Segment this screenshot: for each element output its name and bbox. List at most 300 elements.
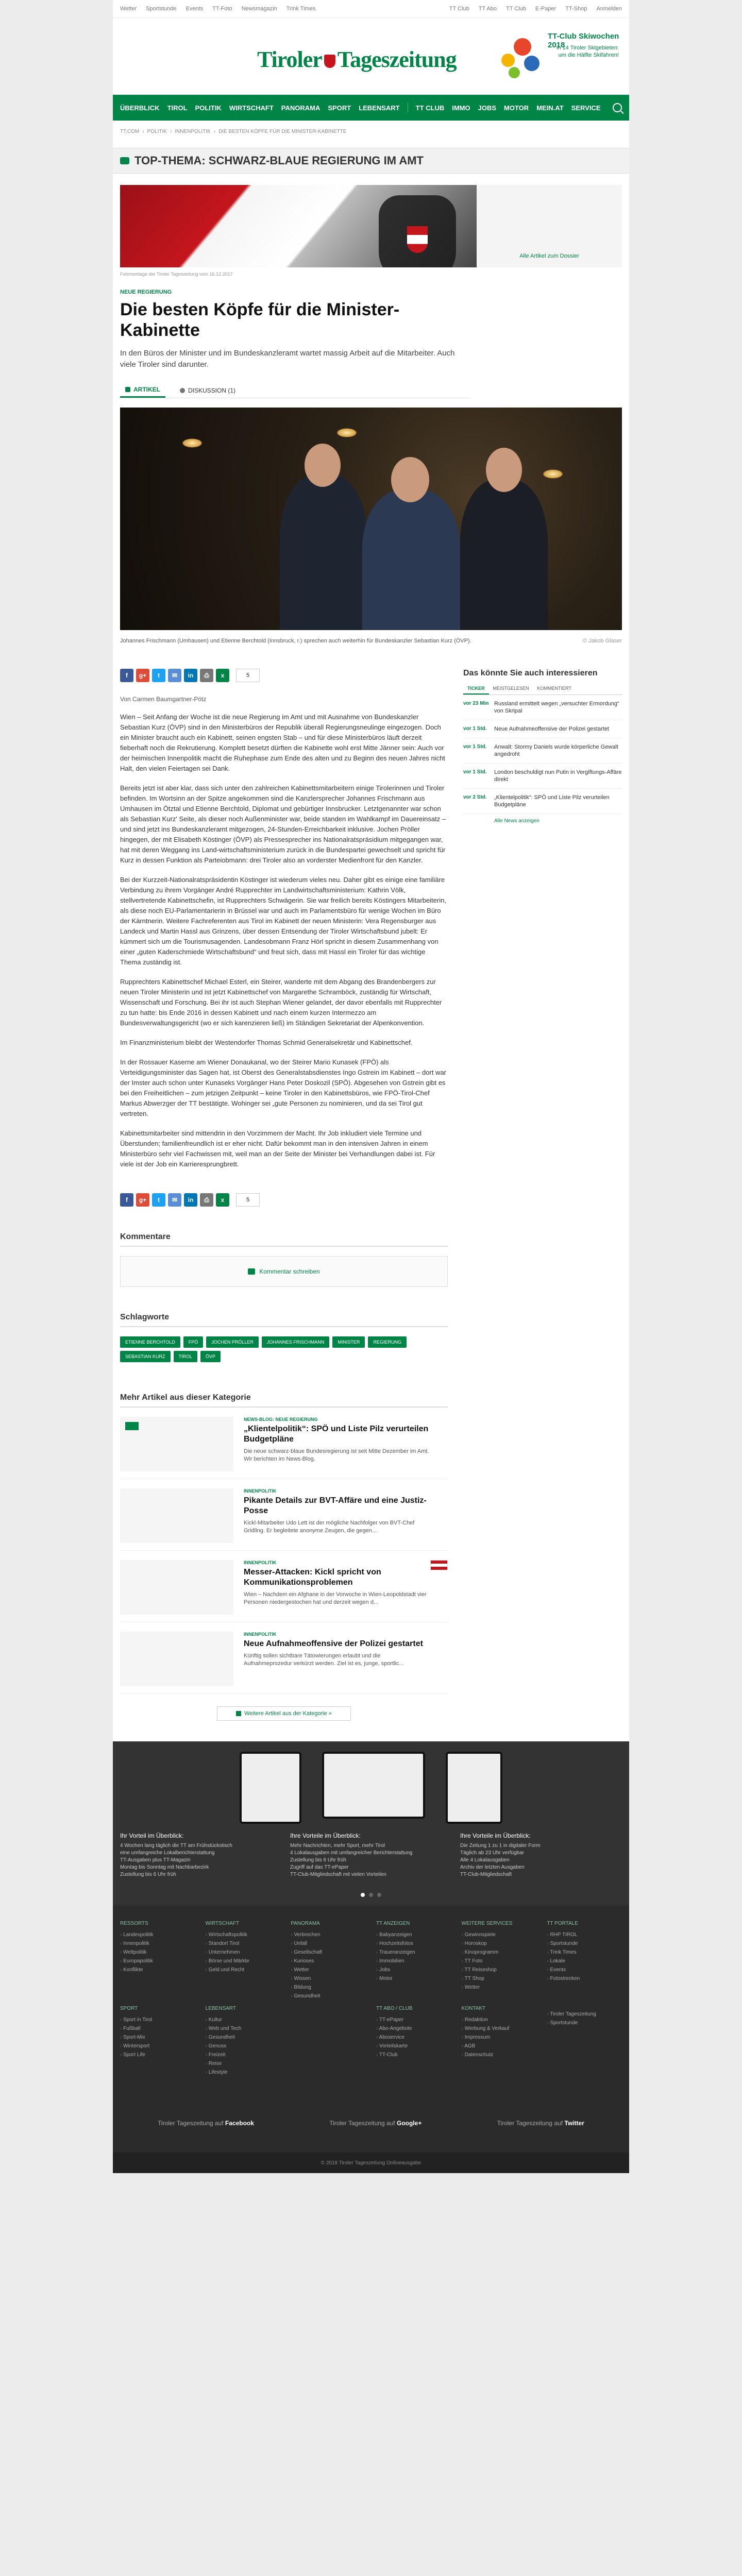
sitemap-link[interactable]: › Kultur: [206, 2015, 281, 2024]
promo-column: [120, 1832, 275, 1878]
promo-column-title: Ihr Vorteil im Überblick:: [120, 1832, 184, 1839]
social-links: [120, 2120, 622, 2127]
sitemap-heading[interactable]: TT ABO / CLUB: [376, 2006, 413, 2011]
teaser-title[interactable]: Pikante Details zur BVT-Affäre und eine Justiz-Posse: [244, 1496, 427, 1515]
ticker-item[interactable]: [463, 764, 622, 789]
device-mockups: [113, 1752, 629, 1824]
promo-column-title: Ihre Vorteile im Überblick:: [290, 1832, 361, 1839]
sitemap-link[interactable]: › Standort Tirol: [206, 1939, 281, 1948]
promo-text: in 14 Tiroler Skigebieten: um die Hälfte Skifahren!: [556, 45, 619, 58]
article-thumbnail: [120, 1417, 233, 1471]
dossier-link-box[interactable]: [477, 185, 622, 267]
ticker-time: vor 1 Std.: [463, 744, 487, 750]
nav-item-wirtschaft[interactable]: WIRTSCHAFT: [229, 104, 274, 112]
xing-share-icon[interactable]: x: [216, 669, 229, 682]
share-bar-bottom: [120, 1193, 448, 1207]
promo-benefit: 4 Wochen lang täglich die TT am Frühstückstisch: [120, 1843, 232, 1849]
footer-sitemap: [113, 1905, 629, 2153]
main-navigation: [113, 95, 629, 121]
teaser-kicker: INNENPOLITIK: [244, 1488, 277, 1494]
sitemap-column: [547, 1921, 622, 2001]
ticker-time: vor 1 Std.: [463, 726, 487, 732]
sitemap-link[interactable]: › AGB: [462, 2042, 537, 2050]
linkedin-share-icon[interactable]: in: [184, 1193, 197, 1207]
sitemap-column: [291, 2006, 366, 2077]
email-share-icon[interactable]: ✉: [168, 669, 181, 682]
utility-right-link[interactable]: E-Paper: [535, 5, 556, 12]
sitemap-link[interactable]: › Freizeit: [206, 2050, 281, 2059]
header: [113, 18, 629, 95]
article-paragraph: Im Finanzministerium bleibt der Westendorfer Thomas Schmid Generalsekretär und Kabinettschef.: [120, 1039, 413, 1046]
promo-benefit: eine umfangreiche Lokalberichterstattung: [120, 1850, 215, 1856]
print-icon[interactable]: ⎙: [200, 669, 213, 682]
teaser-title[interactable]: Messer-Attacken: Kickl spricht von Kommunikationsproblemen: [244, 1568, 381, 1587]
sitemap-column: [462, 1921, 537, 2001]
copyright: © 2018 Tiroler Tageszeitung Onlineausgabe: [113, 2153, 629, 2173]
nav-item-meinat[interactable]: MEIN.AT: [536, 104, 564, 112]
tab-discussion-label: DISKUSSION (1): [188, 386, 236, 394]
sitemap-link[interactable]: › Sport in Tirol: [120, 2015, 195, 2024]
austria-flag-icon: [430, 1560, 448, 1570]
hero-image: [120, 185, 477, 267]
ticker-item[interactable]: [463, 738, 622, 764]
article-title: Die besten Köpfe für die Minister-Kabinette: [120, 300, 400, 340]
tag-chip[interactable]: JOCHEN PRÖLLER: [206, 1336, 259, 1348]
tag-chip[interactable]: SEBASTIAN KURZ: [120, 1351, 171, 1362]
sitemap-link[interactable]: › Wetter: [462, 1983, 537, 1992]
more-articles-button[interactable]: [217, 1706, 351, 1721]
sitemap-heading[interactable]: WEITERE SERVICES: [461, 1921, 513, 1926]
sidebar-tab-kommentiert[interactable]: KOMMENTIERT: [537, 686, 571, 691]
more-articles-title: Mehr Artikel aus dieser Kategorie: [120, 1393, 448, 1408]
share-count: 5: [236, 1193, 260, 1207]
article-paragraph: Kabinettsmitarbeiter sind mittendrin in den Vorzimmern der Macht. Ihr Job inkludiert viele Termine und Überstunden; familienfreundlich ist er eher nicht. Dafür bekommt man in den intensiven Jahren in einem Ministerbüro sehr viel Fachwissen mit, weil man an der Seite der Minister bei Verhandlungen dabei ist. Für viele ist der Job ein Karrieresprungbrett.: [120, 1129, 435, 1168]
promo-title: TT-Club Skiwochen 2018: [548, 32, 619, 49]
sitemap-link[interactable]: › Sportstunde: [547, 1939, 622, 1948]
promo-benefit: Die Zeitung 1 zu 1 in digitaler Form: [460, 1843, 541, 1849]
hero-credit: Fotomontage der Tiroler Tageszeitung vom 16.12.2017: [120, 272, 233, 277]
tag-chip[interactable]: TIROL: [174, 1351, 198, 1362]
sitemap-link[interactable]: › TT-ePaper: [376, 2015, 451, 2024]
tab-discussion[interactable]: [175, 383, 241, 398]
nav-item-ttclub[interactable]: TT CLUB: [415, 104, 445, 112]
sitemap-heading[interactable]: RESSORTS: [120, 1921, 148, 1926]
promo-benefit: Zustellung bis 6 Uhr früh: [290, 1857, 346, 1863]
sitemap-link[interactable]: › Events: [547, 1965, 622, 1974]
share-bar: [120, 669, 448, 682]
teaser-title[interactable]: Neue Aufnahmeoffensive der Polizei gestartet: [244, 1639, 423, 1648]
social-prefix: Tiroler Tageszeitung auf: [158, 2120, 224, 2127]
nav-item-service[interactable]: SERVICE: [571, 104, 601, 112]
social-network: Google+: [396, 2120, 422, 2127]
sitemap-link[interactable]: › Werbung & Verkauf: [462, 2024, 537, 2033]
tab-article-label: ARTIKEL: [133, 386, 160, 393]
nav-item-jobs[interactable]: JOBS: [478, 104, 497, 112]
utility-right-link[interactable]: TT Club: [449, 5, 469, 12]
sitemap-column: [120, 1921, 195, 2001]
article-paragraphs: [120, 712, 448, 1170]
sitemap-link[interactable]: › Sport Life: [120, 2050, 195, 2059]
sitemap-link[interactable]: › Tiroler Tageszeitung: [547, 2010, 622, 2019]
breadcrumb-item[interactable]: TT.COM: [120, 129, 140, 134]
tag-chip[interactable]: ETIENNE BERCHTOLD: [120, 1336, 180, 1348]
sitemap-link[interactable]: › Impressum: [462, 2033, 537, 2042]
sitemap-link[interactable]: › Verbrechen: [291, 1930, 366, 1939]
sitemap-link[interactable]: › Gesundheit: [206, 2033, 281, 2042]
sitemap-link[interactable]: › Web und Tech: [206, 2024, 281, 2033]
teaser-text: Die neue schwarz-blaue Bundesregierung ist seit Mitte Dezember im Amt. Wir berichten im News-Blog.: [244, 1448, 429, 1462]
sitemap-column: [206, 2006, 281, 2077]
teaser-kicker: INNENPOLITIK: [244, 1632, 277, 1637]
social-link-twitter[interactable]: [497, 2120, 584, 2127]
sitemap-grid: [120, 1921, 622, 2077]
breadcrumb-item[interactable]: INNENPOLITIK: [175, 129, 211, 134]
breadcrumb-item[interactable]: POLITIK: [147, 129, 167, 134]
search-icon[interactable]: [613, 103, 622, 112]
sitemap-heading[interactable]: TT PORTALE: [547, 1921, 578, 1926]
article-thumbnail: [120, 1488, 233, 1543]
social-network: Twitter: [564, 2120, 584, 2127]
page: [113, 0, 629, 2173]
ticker-item[interactable]: [463, 695, 622, 720]
carousel-dots: [113, 1893, 629, 1897]
sitemap-link[interactable]: › Babyanzeigen: [376, 1930, 451, 1939]
sitemap-link[interactable]: › Trink Times: [547, 1948, 622, 1957]
person-head: [486, 448, 522, 492]
promo-benefit: Täglich ab 23 Uhr verfügbar: [460, 1850, 524, 1856]
teaser-kicker: INNENPOLITIK: [244, 1560, 277, 1565]
sitemap-heading[interactable]: SPORT: [120, 2006, 138, 2011]
nav-item-lebensart[interactable]: LEBENSART: [359, 104, 400, 112]
promo-benefit: TT-Ausgaben plus TT-Magazin: [120, 1857, 191, 1863]
promo-benefit: TT-Club-Mitgliedschaft mit vielen Vorteilen: [290, 1872, 386, 1877]
more-articles-link: Weitere Artikel aus der Kategorie »: [244, 1710, 332, 1717]
utility-link[interactable]: Events: [185, 5, 204, 12]
promo-benefit: Mehr Nachrichten, mehr Sport, mehr Tirol: [290, 1843, 385, 1849]
ticker-time: vor 2 Std.: [463, 794, 487, 800]
teaser-text: Künftig sollen sichtbare Tätowierungen erlaubt und die Aufnahmeprozedur verkürzt werden. Ziel ist es, junge, sportlic...: [244, 1653, 404, 1667]
nav-item-politik[interactable]: POLITIK: [195, 104, 222, 112]
promo-benefit: Montag bis Sonntag mit Nachbarbezirk: [120, 1865, 209, 1870]
promo-benefit: Alle 4 Lokalausgaben: [460, 1857, 510, 1863]
tablet-mockup: [446, 1752, 502, 1824]
sitemap-link[interactable]: › TT Foto: [462, 1957, 537, 1965]
sitemap-column: [376, 1921, 451, 2001]
utility-right-link[interactable]: TT-Shop: [565, 5, 587, 12]
ticker-text: Russland ermittelt wegen „versuchter Ermordung“ von Skripal: [494, 701, 619, 714]
sitemap-link[interactable]: › RHP TIROL: [547, 1930, 622, 1939]
facebook-share-icon[interactable]: f: [120, 669, 133, 682]
article-paragraph: Bei der Kurzzeit-Nationalratspräsidentin Köstinger ist wiederum vieles neu. Daher gibt es einige eine familiäre Verbindung zu ihrem Vorgänger André Rupprechter im Landwirtschaftsministerium: Kathrin Völk, stellvertretende Kabinettschefin, ist Rupprechters Schwägerin. Sie war freilich bereits Köstingers Mitarbeiterin, als diese noch EU-Parlamentarierin in Brüssel war und auch im Parlamentsbüro für wenige Wochen im Büro der Kärntnerin. Weitere Fachreferenten aus Tirol im Kabinett der neuen Ministerin: Vera Regensburger aus Landeck und Martin Hassl aus Grinzens, über dessen Entsendung der Tiroler Wirtschaftsbund jubelt: Er kümmert sich um die Tourismusagenden. Landesobmann Franz Hörl spricht in diesem Zusammenhang von einer „guten Kaderschmiede Wirtschaftsbund“ und freut sich, dass mit Hassl ein Tiroler für das wichtige Thema zuständig ist.: [120, 876, 446, 966]
xing-share-icon[interactable]: x: [216, 1193, 229, 1207]
article-teaser: [244, 1417, 448, 1471]
utility-right-link[interactable]: TT Abo: [478, 5, 497, 12]
list-item[interactable]: [120, 1560, 448, 1622]
sitemap-link[interactable]: › Gewinnspiele: [462, 1930, 537, 1939]
sitemap-link[interactable]: › Unternehmen: [206, 1948, 281, 1957]
nav-item-tirol[interactable]: TIROL: [167, 104, 188, 112]
sitemap-link[interactable]: › Kinoprogramm: [462, 1948, 537, 1957]
social-link-facebook[interactable]: [158, 2120, 254, 2127]
email-share-icon[interactable]: ✉: [168, 1193, 181, 1207]
person-berchtold: [460, 480, 548, 630]
sitemap-link[interactable]: › Fotostrecken: [547, 1974, 622, 1983]
utility-right-link[interactable]: TT Club: [505, 5, 526, 12]
ttclub-promo[interactable]: [498, 28, 622, 84]
sitemap-column: [206, 1921, 281, 2001]
article-thumbnail: [120, 1632, 233, 1686]
promo-benefit: 4 Lokalausgaben mit umfangreicher Berichterstattung: [290, 1850, 413, 1856]
tt-logo-icon: [125, 1422, 139, 1430]
article-lead: In den Büros der Minister und im Bundeskanzleramt wartet massig Arbeit auf die Mitarbeiter. Auch viele Tiroler sind darunter.: [120, 349, 455, 369]
newspaper-mockup: [240, 1752, 301, 1824]
topic-title: TOP-THEMA: SCHWARZ-BLAUE REGIERUNG IM AMT: [134, 154, 424, 167]
article-teaser: [244, 1488, 448, 1543]
sitemap-link[interactable]: › Kurioses: [291, 1957, 366, 1965]
tags-title: Schlagworte: [120, 1313, 448, 1327]
sitemap-link[interactable]: › Fußball: [120, 2024, 195, 2033]
article-kicker: NEUE REGIERUNG: [120, 289, 172, 295]
content-wrap: [120, 645, 622, 1721]
tag-chip[interactable]: MINISTER: [332, 1336, 365, 1348]
social-link-googleplus[interactable]: [329, 2120, 421, 2127]
ticker-text: London beschuldigt nun Putin in Vergiftungs-Affäre direkt: [494, 769, 622, 783]
googleplus-share-icon[interactable]: g+: [136, 669, 149, 682]
carousel-dot[interactable]: [369, 1893, 373, 1897]
austrian-shield-graphic: [407, 226, 428, 253]
sitemap-link[interactable]: › Weltpolitik: [120, 1948, 195, 1957]
sitemap-link[interactable]: › Datenschutz: [462, 2050, 537, 2059]
twitter-share-icon[interactable]: t: [152, 669, 165, 682]
utility-link[interactable]: Sportstunde: [146, 5, 177, 12]
ticker-text: „Klientelpolitik“: SPÖ und Liste Pilz verurteilen Budgetpläne: [494, 794, 610, 808]
sitemap-heading[interactable]: KONTAKT: [461, 2006, 486, 2011]
skier-illustration: [498, 38, 548, 79]
sitemap-link[interactable]: › Innenpolitik: [120, 1939, 195, 1948]
subscription-promo: [113, 1741, 629, 1905]
breadcrumb: [113, 121, 629, 134]
breadcrumb-separator: ›: [142, 129, 144, 134]
list-item[interactable]: [120, 1632, 448, 1694]
article-paragraph: In der Rossauer Kaserne am Wiener Donaukanal, wo der Steirer Mario Kunasek (FPÖ) als Verteidigungsminister das Sagen hat, ist Oberst des Generalstabsdienstes Ingo Gstrein im Kabinett – dort war der Imster auch schon unter Kunaseks Vorgänger Hans Peter Doskozil (SPÖ). Abgesehen von Gstrein gibt es bei den Freiheitlichen – zum jetzigen Zeitpunkt – keine Tiroler in den Kabinettsbüros, wie FPÖ-Tirol-Chef Markus Abwerzger der TT bestätigte. Wohinger sei „gute Personen zu nominieren, und da sei Tirol gut vertreten.: [120, 1058, 447, 1117]
sitemap-link[interactable]: › Gesellschaft: [291, 1948, 366, 1957]
utility-link[interactable]: Trink Times: [286, 5, 316, 12]
sitemap-column: [547, 2006, 622, 2077]
article-body: [120, 645, 448, 1721]
sitemap-link[interactable]: › Geld und Recht: [206, 1965, 281, 1974]
sidebar: [463, 645, 622, 1721]
sitemap-heading[interactable]: LEBENSART: [205, 2006, 236, 2011]
teaser-kicker: NEWS-BLOG: NEUE REGIERUNG: [244, 1417, 318, 1422]
teaser-title[interactable]: „Klientelpolitik“: SPÖ und Liste Pilz verurteilen Budgetpläne: [244, 1425, 429, 1444]
sidebar-title: Das könnte Sie auch interessieren: [463, 669, 598, 677]
sitemap-heading[interactable]: TT ANZEIGEN: [376, 1921, 410, 1926]
sitemap-link[interactable]: › Traueranzeigen: [376, 1948, 451, 1957]
article-paragraph: Bereits jetzt ist aber klar, dass sich unter den zahlreichen Kabinettsmitarbeitern einige Tirolerinnen und Tiroler befinden. Im Wortsinn an der Spitze angekommen sind die Kanzlersprecher Johannes Frischmann aus Umhausen im Ötztal und Etienne Berchtold, Diplomat und gebürtiger Innsbrucker. Letztgenannter war schon als Sebastian Kurz' Seite, als dieser noch Außenminister war, beide standen im Wahlkampf im Dauereinsatz – und sind jetzt ins Bundeskanzleramt mitgezogen, 24-Stunden-Erreichbarkeit inklusive. Jochen Pröller hingegen, der mit Elisabeth Köstinger (ÖVP) als Pressesprecher ins Nationalratspräsidium mitgegangen war, hat mit deren Weggang ins Land-wirtschaftsministerium zurück in die Bundespartei gewechselt und spricht für Kurz in dessen Funktion als Parteiobmann: drei Tiroler also an vorderster Medienfront für den Kanzler.: [120, 784, 446, 864]
sidebar-tab-ticker[interactable]: TICKER: [463, 683, 489, 694]
comments-title: Kommentare: [120, 1232, 448, 1247]
sitemap-link[interactable]: › Wissen: [291, 1974, 366, 1983]
sidebar-tab-meistgelesen[interactable]: MEISTGELESEN: [493, 686, 529, 691]
more-articles: [120, 1393, 448, 1721]
sidebar-tabs: [463, 683, 622, 695]
nav-item-sport[interactable]: SPORT: [328, 104, 351, 112]
person-head: [305, 444, 341, 487]
sitemap-link[interactable]: › Konflikte: [120, 1965, 195, 1974]
tag-chip[interactable]: REGIERUNG: [368, 1336, 407, 1348]
caption-text: Johannes Frischmann (Umhausen) und Etienne Berchtold (Innsbruck, r.) sprechen auch weiterhin für Bundeskanzler Sebastian Kurz (ÖVP).: [120, 638, 471, 644]
breadcrumb-separator: ›: [213, 129, 216, 134]
sitemap-link[interactable]: › TT Shop: [462, 1974, 537, 1983]
linkedin-share-icon[interactable]: in: [184, 669, 197, 682]
utility-link[interactable]: Wetter: [120, 5, 137, 12]
sitemap-link[interactable]: › Unfall: [291, 1939, 366, 1948]
tag-chip[interactable]: ÖVP: [200, 1351, 221, 1362]
ticker-item[interactable]: [463, 720, 622, 738]
article-tabs: [120, 383, 470, 398]
article-header: [113, 277, 629, 370]
comment-icon: [180, 388, 185, 393]
tag-chip[interactable]: FPÖ: [183, 1336, 204, 1348]
dossier-hero: [120, 185, 622, 267]
dossier-link[interactable]: Alle Artikel zum Dossier: [519, 253, 579, 259]
sitemap-link[interactable]: › TT Reiseshop: [462, 1965, 537, 1974]
ticker-time: vor 1 Std.: [463, 769, 487, 775]
article-paragraph: Wien – Seit Anfang der Woche ist die neue Regierung im Amt und mit Ausnahme von Bundeskanzler Sebastian Kurz (ÖVP) sind in den Ministerbüros der Republik überall Regierungsneulinge eingezogen. Doch ein Minister braucht auch ein Kabinett, seinen engsten Stab – und für diese Ministerbüros läuft derzeit fieberhaft noch die Rekrutierung. Komplett besetzt dürften die Kabinette wohl erst Mitte Jänner sein: Auch vor der heimischen Innenpolitik macht die Ruhephase zum Ende des alten und zu Beginn des neuen Jahres nicht Halt, den vielen Feiertagen sei Dank.: [120, 713, 445, 772]
sitemap-link[interactable]: › Lokale: [547, 1957, 622, 1965]
sitemap-link[interactable]: › TT-Club: [376, 2050, 451, 2059]
utility-link[interactable]: Newsmagazin: [241, 5, 277, 12]
sitemap-link[interactable]: › Horoskop: [462, 1939, 537, 1948]
article-thumbnail: [120, 1560, 233, 1615]
carousel-dot[interactable]: [377, 1893, 381, 1897]
site-logo[interactable]: [257, 46, 457, 73]
photo-caption: [120, 637, 622, 645]
tag-chip[interactable]: JOHANNES FRISCHMANN: [262, 1336, 330, 1348]
sitemap-link[interactable]: › Wetter: [291, 1965, 366, 1974]
sitemap-column: [120, 2006, 195, 2077]
sitemap-link[interactable]: › Bildung: [291, 1983, 366, 1992]
promo-benefit: TT-Club-Mitgliedschaft: [460, 1872, 512, 1877]
sitemap-heading[interactable]: PANORAMA: [291, 1921, 320, 1926]
sitemap-heading[interactable]: WIRTSCHAFT: [205, 1921, 240, 1926]
promo-benefit: Archiv der letzten Ausgaben: [460, 1865, 525, 1870]
facebook-share-icon[interactable]: f: [120, 1193, 133, 1207]
sitemap-column: [376, 2006, 451, 2077]
laptop-mockup: [322, 1752, 425, 1819]
sitemap-link[interactable]: › Lifestyle: [206, 2068, 281, 2077]
promo-column: [460, 1832, 615, 1878]
write-comment-button[interactable]: [120, 1256, 448, 1287]
tab-article[interactable]: [120, 383, 165, 398]
list-item[interactable]: [120, 1417, 448, 1479]
sitemap-link[interactable]: › Jobs: [376, 1965, 451, 1974]
sitemap-link[interactable]: › Gesundheit: [291, 1992, 366, 2001]
sitemap-link[interactable]: › Immobilien: [376, 1957, 451, 1965]
sitemap-link[interactable]: › Europapolitik: [120, 1957, 195, 1965]
sitemap-link[interactable]: › Hochzeitsfotos: [376, 1939, 451, 1948]
sitemap-link[interactable]: › Motor: [376, 1974, 451, 1983]
utility-bar-right: [440, 6, 622, 12]
sitemap-link[interactable]: › Aboservice: [376, 2033, 451, 2042]
sidebar-more-link[interactable]: Alle News anzeigen: [494, 818, 539, 824]
tag-list: [120, 1336, 409, 1362]
nav-item-panorama[interactable]: PANORAMA: [281, 104, 321, 112]
sitemap-link[interactable]: › Landespolitik: [120, 1930, 195, 1939]
teaser-text: Wien – Nachdem ein Afghane in der Vorwoche in Wien-Leopoldstadt vier Personen niedergestochen hat und derzeit wegen d...: [244, 1591, 427, 1605]
ticker-text: Neue Aufnahmeoffensive der Polizei gestartet: [494, 726, 609, 732]
sitemap-link[interactable]: › Sportstunde: [547, 2019, 622, 2027]
breadcrumb-item: DIE BESTEN KÖPFE FÜR DIE MINISTER-KABINETTE: [218, 129, 347, 134]
utility-link[interactable]: TT-Foto: [212, 5, 232, 12]
sitemap-link[interactable]: › Börse und Märkte: [206, 1957, 281, 1965]
breadcrumb-separator: ›: [170, 129, 172, 134]
article-teaser: [244, 1632, 448, 1686]
sitemap-link[interactable]: › Wintersport: [120, 2042, 195, 2050]
ticker-time: vor 23 Min: [463, 701, 489, 706]
promo-benefit: Zugriff auf das TT-ePaper: [290, 1865, 349, 1870]
carousel-dot[interactable]: [361, 1893, 365, 1897]
logo-text-2: Tageszeitung: [337, 47, 457, 72]
sitemap-column: [462, 2006, 537, 2077]
caption-credit: © Jakob Glaser: [583, 638, 622, 644]
sitemap-link[interactable]: › Reise: [206, 2059, 281, 2068]
social-prefix: Tiroler Tageszeitung auf: [329, 2120, 395, 2127]
sitemap-link[interactable]: › Genuss: [206, 2042, 281, 2050]
ticker-item[interactable]: [463, 789, 622, 814]
sitemap-link[interactable]: › Sport-Mix: [120, 2033, 195, 2042]
article-icon: [125, 387, 130, 392]
utility-right-link[interactable]: Anmelden: [596, 5, 622, 12]
sitemap-link[interactable]: › Wirtschaftspolitik: [206, 1930, 281, 1939]
article-photo: [120, 408, 622, 630]
nav-item-motor[interactable]: MOTOR: [504, 104, 529, 112]
comment-icon: [248, 1268, 255, 1275]
arrow-icon: [236, 1711, 241, 1716]
promo-columns: [120, 1832, 615, 1878]
person-kurz: [362, 490, 460, 630]
sitemap-link[interactable]: › Redaktion: [462, 2015, 537, 2024]
nav-item-immo[interactable]: IMMO: [452, 104, 470, 112]
lamp-light: [182, 438, 203, 448]
sitemap-column: [291, 1921, 366, 2001]
social-prefix: Tiroler Tageszeitung auf: [497, 2120, 563, 2127]
topic-bubble-icon: [120, 157, 129, 164]
ticker-text: Anwalt: Stormy Daniels wurde körperliche Gewalt angedroht: [494, 744, 618, 757]
article-author: Von Carmen Baumgartner-Pötz: [120, 696, 207, 703]
twitter-share-icon[interactable]: t: [152, 1193, 165, 1207]
lamp-light: [336, 428, 357, 437]
list-item[interactable]: [120, 1488, 448, 1551]
article-paragraph: Rupprechters Kabinettschef Michael Esterl, ein Steirer, wanderte mit dem Abgang des Brandenbergers zur neuen Tiroler Ministerin und ist jetzt Kabinettschef von Margarethe Schramböck, zuständig für Wirtschaft, Wissenschaft und Forschung. Bei ihr ist auch Stephan Wiener gelandet, der davor ebenfalls mit Rupprechter zu tun hatte: bis Ende 2016 in dessen Kabinett und nach einem kurzen Intermezzo am Bundesverwaltungsgericht (wo er sich karenzieren ließ) im Ständigen Sekretariat der Alpenkonvention.: [120, 978, 442, 1027]
person-frischmann: [280, 474, 367, 630]
nav-item-überblick[interactable]: ÜBERBLICK: [120, 104, 160, 112]
print-icon[interactable]: ⎙: [200, 1193, 213, 1207]
topic-bar[interactable]: [113, 148, 629, 174]
write-comment-label: Kommentar schreiben: [259, 1268, 320, 1275]
promo-column-title: Ihre Vorteile im Überblick:: [460, 1832, 531, 1839]
social-network: Facebook: [225, 2120, 254, 2127]
share-count: 5: [236, 669, 260, 682]
person-head: [391, 457, 429, 502]
sitemap-link[interactable]: › Abo-Angebote: [376, 2024, 451, 2033]
teaser-text: Kickl-Mitarbeiter Udo Lett ist der mögliche Nachfolger von BVT-Chef Gridling. Er begleitete anonyme Zeugen, die gegen...: [244, 1520, 415, 1534]
googleplus-share-icon[interactable]: g+: [136, 1193, 149, 1207]
more-articles-list: [120, 1417, 448, 1694]
promo-benefit: Zustellung bis 6 Uhr früh: [120, 1872, 176, 1877]
logo-text-1: Tiroler: [257, 47, 322, 72]
sitemap-link[interactable]: › Vorteilskarte: [376, 2042, 451, 2050]
